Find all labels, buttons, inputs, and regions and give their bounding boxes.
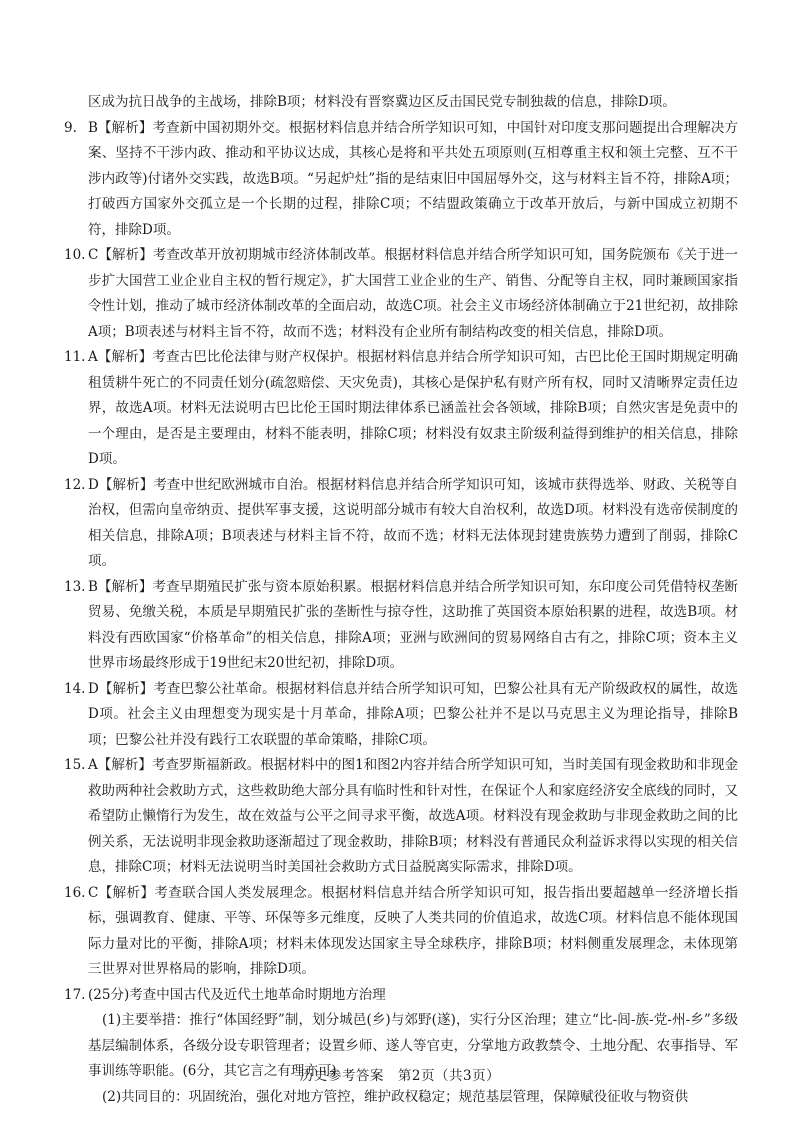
item-text: A【解析】考查古巴比伦法律与财产权保护。根据材料信息并结合所学知识可知，古巴比伦王国时期规定明确租赁耕牛死亡的不同责任划分(疏忽赔偿、天灾免责)，其核心是保护私有财产所有权，同时又清晰界定责任边界，故选A项。材料无法说明古巴比伦王国时期法律体系已涵盖社会各领域，排除B项；自然灾害是免责中的一个理由，是否是主要理由，材料不能表明，排除C项；材料没有奴隶主阶级利益得到维护的相关信息，排除D项。 <box>88 349 738 467</box>
answer-item-14 <box>64 677 738 754</box>
item-number: 13. <box>64 578 86 595</box>
answer-item-12 <box>64 473 738 575</box>
item-number: 16. <box>64 884 86 901</box>
answer-item-16 <box>64 881 738 983</box>
answer-item-13 <box>64 575 738 677</box>
q8-continuation: 区成为抗日战争的主战场，排除B项；材料没有晋察冀边区反击国民党专制独裁的信息，排除D项。 <box>88 94 676 110</box>
answer-item-9 <box>64 116 738 244</box>
answer-item-17 <box>64 983 738 1009</box>
item-text: A【解析】考查罗斯福新政。根据材料中的图1和图2内容并结合所学知识可知，当时美国有现金救助和非现金救助两种社会救助方式，这些救助绝大部分具有临时性和针对性，在保证个人和家庭经济安全底线的同时，又希望防止懒惰行为发生，故在效益与公平之间寻求平衡，故选A项。材料没有现金救助与非现金救助之间的比例关系，无法说明非现金救助逐渐超过了现金救助，排除B项；材料没有普通民众利益诉求得以实现的相关信息，排除C项；材料无法说明当时美国社会救助方式日益脱离实际需求，排除D项。 <box>88 757 738 875</box>
answer-item-15 <box>64 753 738 881</box>
item-number: 9. <box>64 119 77 136</box>
item-number: 11. <box>64 349 86 365</box>
item-text: D【解析】考查巴黎公社革命。根据材料信息并结合所学知识可知，巴黎公社具有无产阶级政权的属性，故选D项。社会主义由理想变为现实是十月革命，排除A项；巴黎公社并不是以马克思主义为理论指导，排除B项；巴黎公社并没有践行工农联盟的革命策略，排除C项。 <box>88 680 738 748</box>
answer-17-part-1: (1)主要举措：推行“体国经野”制，划分城邑(乡)与郊野(遂)，实行分区治理；建立“比-闾-族-党-州-乡”多级基层编制体系，各级分设专职管理者；设置乡师、遂人等官吏，分掌地方政教禁令、土地分配、农事指导、军事训练等职能。(6分，其它言之有理亦可) <box>88 1012 738 1079</box>
item-number: 17. <box>64 986 86 1003</box>
item-text: B【解析】考查新中国初期外交。根据材料信息并结合所学知识可知，中国针对印度支那问题提出合理解决方案、坚持不干涉内政、推动和平协议达成，其核心是将和平共处五项原则(互相尊重主权和领土完整、互不干涉内政等)付诸外交实践，故选B项。“另起炉灶”指的是结束旧中国屈辱外交，这与材料主旨不符，排除A项；打破西方国家外交孤立是一个长期的过程，排除C项；不结盟政策确立于改革开放后，与新中国成立初期不符，排除D项。 <box>88 119 738 238</box>
item-text: D【解析】考查中世纪欧洲城市自治。根据材料信息并结合所学知识可知，该城市获得选举、财政、关税等自治权，但需向皇帝纳贡、提供军事支援，这说明部分城市有较大自治权利，故选D项。材料没有选帝侯制度的相关信息，排除A项；B项表述与材料主旨不符，故而不选；材料无法体现封建贵族势力遭到了削弱，排除C项。 <box>88 476 738 569</box>
item-text: B【解析】考查早期殖民扩张与资本原始积累。根据材料信息并结合所学知识可知，东印度公司凭借特权垄断贸易、免缴关税，本质是早期殖民扩张的垄断性与掠夺性，这助推了英国资本原始积累的进程，故选B项。材料没有西欧国家“价格革命”的相关信息，排除A项；亚洲与欧洲间的贸易网络自古有之，排除C项；资本主义世界市场最终形成于19世纪末20世纪初，排除D项。 <box>88 578 738 671</box>
item-text: (25分)考查中国古代及近代土地革命时期地方治理 <box>88 986 386 1003</box>
answer-17-part-2: (2)共同目的：巩固统治，强化对地方管控，维护政权稳定；规范基层管理，保障赋役征收与物资供 <box>102 1088 689 1105</box>
answer-item-10 <box>64 243 738 345</box>
item-text: C【解析】考查改革开放初期城市经济体制改革。根据材料信息并结合所学知识可知，国务院颁布《关于进一步扩大国营工业企业自主权的暂行规定》，扩大国营工业企业的生产、销售、分配等自主权，同时兼顾国家指令性计划，推动了城市经济体制改革的全面启动，故选C项。社会主义市场经济体制确立于21世纪初，故排除A项；B项表述与材料主旨不符，故而不选；材料没有企业所有制结构改变的相关信息，排除D项。 <box>88 247 738 340</box>
item-text: C【解析】考查联合国人类发展理念。根据材料信息并结合所学知识可知，报告指出要超越单一经济增长指标，强调教育、健康、平等、环保等多元维度，反映了人类共同的价值追求，故选C项。材料信息不能体现国际力量对比的平衡，排除A项；材料未体现发达国家主导全球秩序，排除B项；材料侧重发展理念，未体现第三世界对世界格局的影响，排除D项。 <box>88 884 738 977</box>
item-number: 14. <box>64 680 86 697</box>
item-number: 12. <box>64 476 86 493</box>
item-number: 10. <box>64 247 86 263</box>
answer-item-11 <box>64 345 738 473</box>
item-number: 15. <box>64 757 86 773</box>
answer-content <box>64 90 738 1110</box>
page-footer: 历史参考答案 第2页（共3页） <box>299 1068 501 1084</box>
